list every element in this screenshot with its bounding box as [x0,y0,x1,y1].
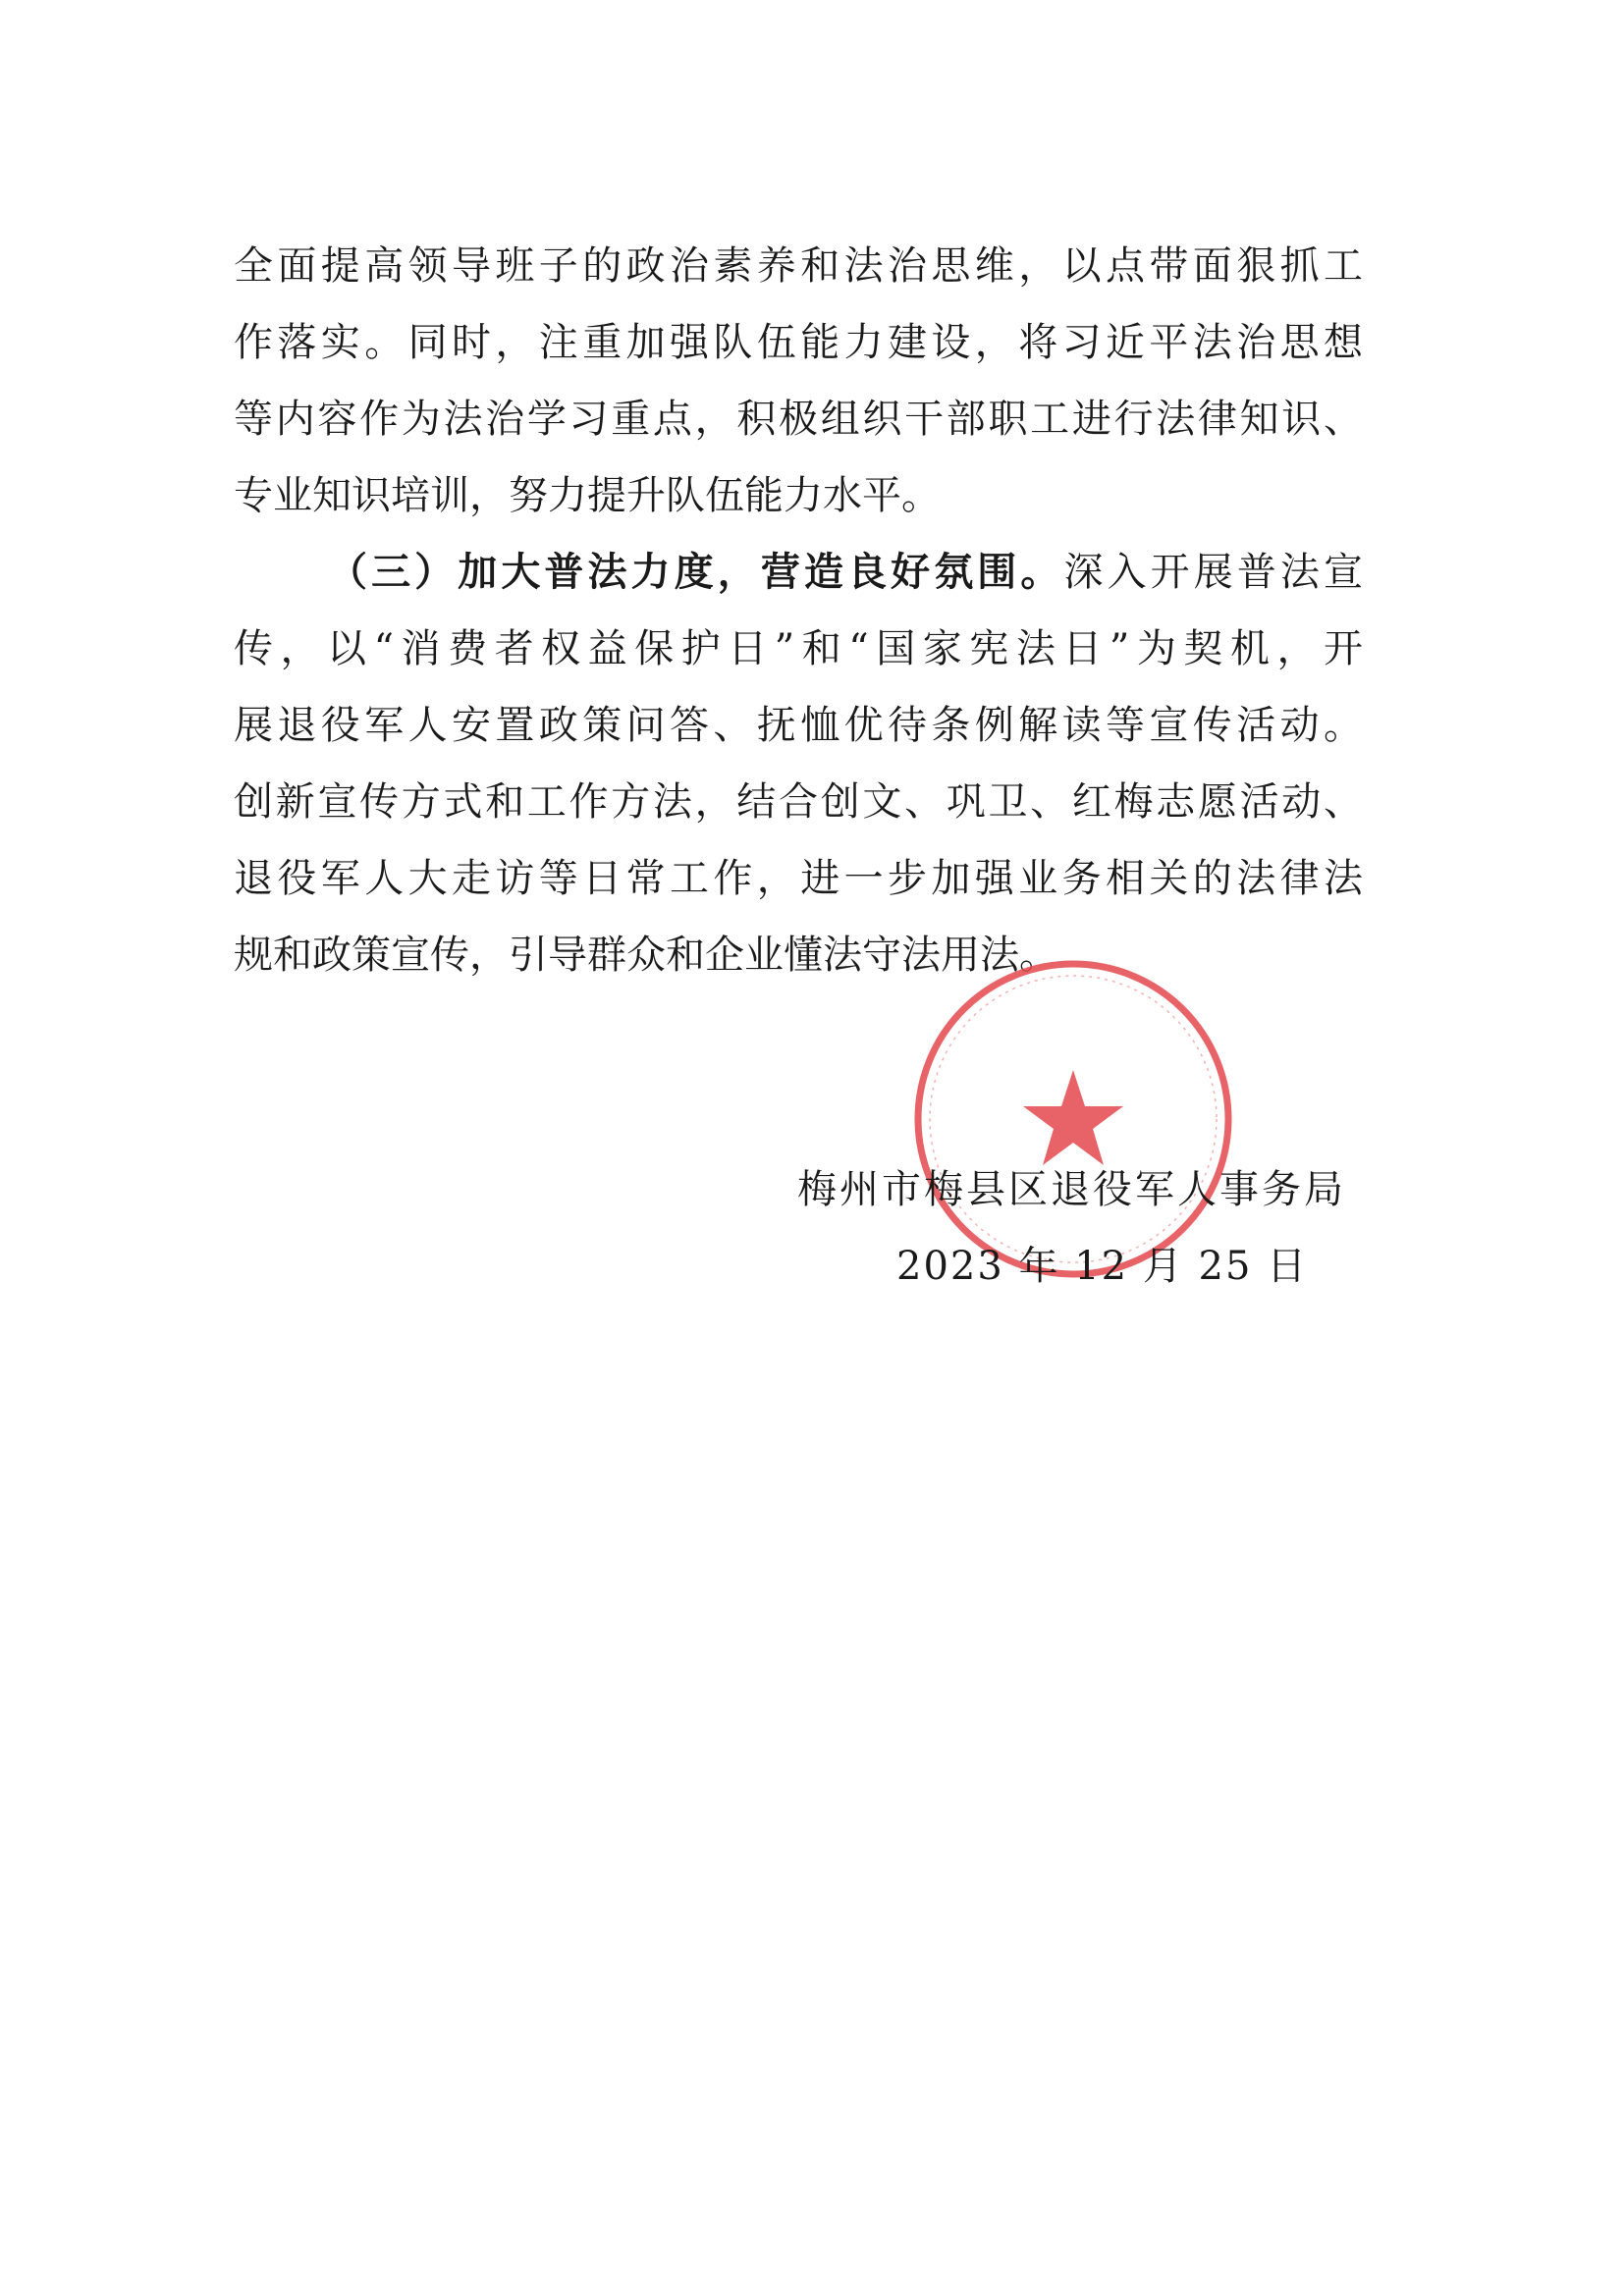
official-seal-stamp [911,957,1235,1281]
signature-date: 2023 年 12 月 25 日 [896,1244,1309,1289]
signature-organization: 梅州市梅县区退役军人事务局 [797,1167,1346,1212]
text-line: 展退役军人安置政策问答、抚恤优待条例解读等宣传活动。 [234,703,1363,748]
text-line: 退役军人大走访等日常工作，进一步加强业务相关的法律法 [234,856,1363,901]
section-heading-line [234,534,1363,611]
text-line: 创新宣传方式和工作方法，结合创文、巩卫、红梅志愿活动、 [234,779,1363,825]
text-line: 等内容作为法治学习重点，积极组织干部职工进行法律知识、 [234,397,1363,442]
text-line: 规和政策宣传，引导群众和企业懂法守法用法。 [234,933,1058,978]
text-line: 专业知识培训，努力提升队伍能力水平。 [234,473,941,518]
text-line: 作落实。同时，注重加强队伍能力建设，将习近平法治思想 [234,320,1363,365]
section-heading: （三）加大普法力度，营造良好氛围。 [328,550,1064,595]
star-icon [1023,1070,1123,1165]
document-body [234,228,1363,993]
text-line: 全面提高领导班子的政治素养和法治思维，以点带面狠抓工 [234,243,1363,289]
text-line: 传，以“消费者权益保护日”和“国家宪法日”为契机，开 [234,626,1363,671]
text-span: 深入开展普法宣 [1063,550,1364,595]
